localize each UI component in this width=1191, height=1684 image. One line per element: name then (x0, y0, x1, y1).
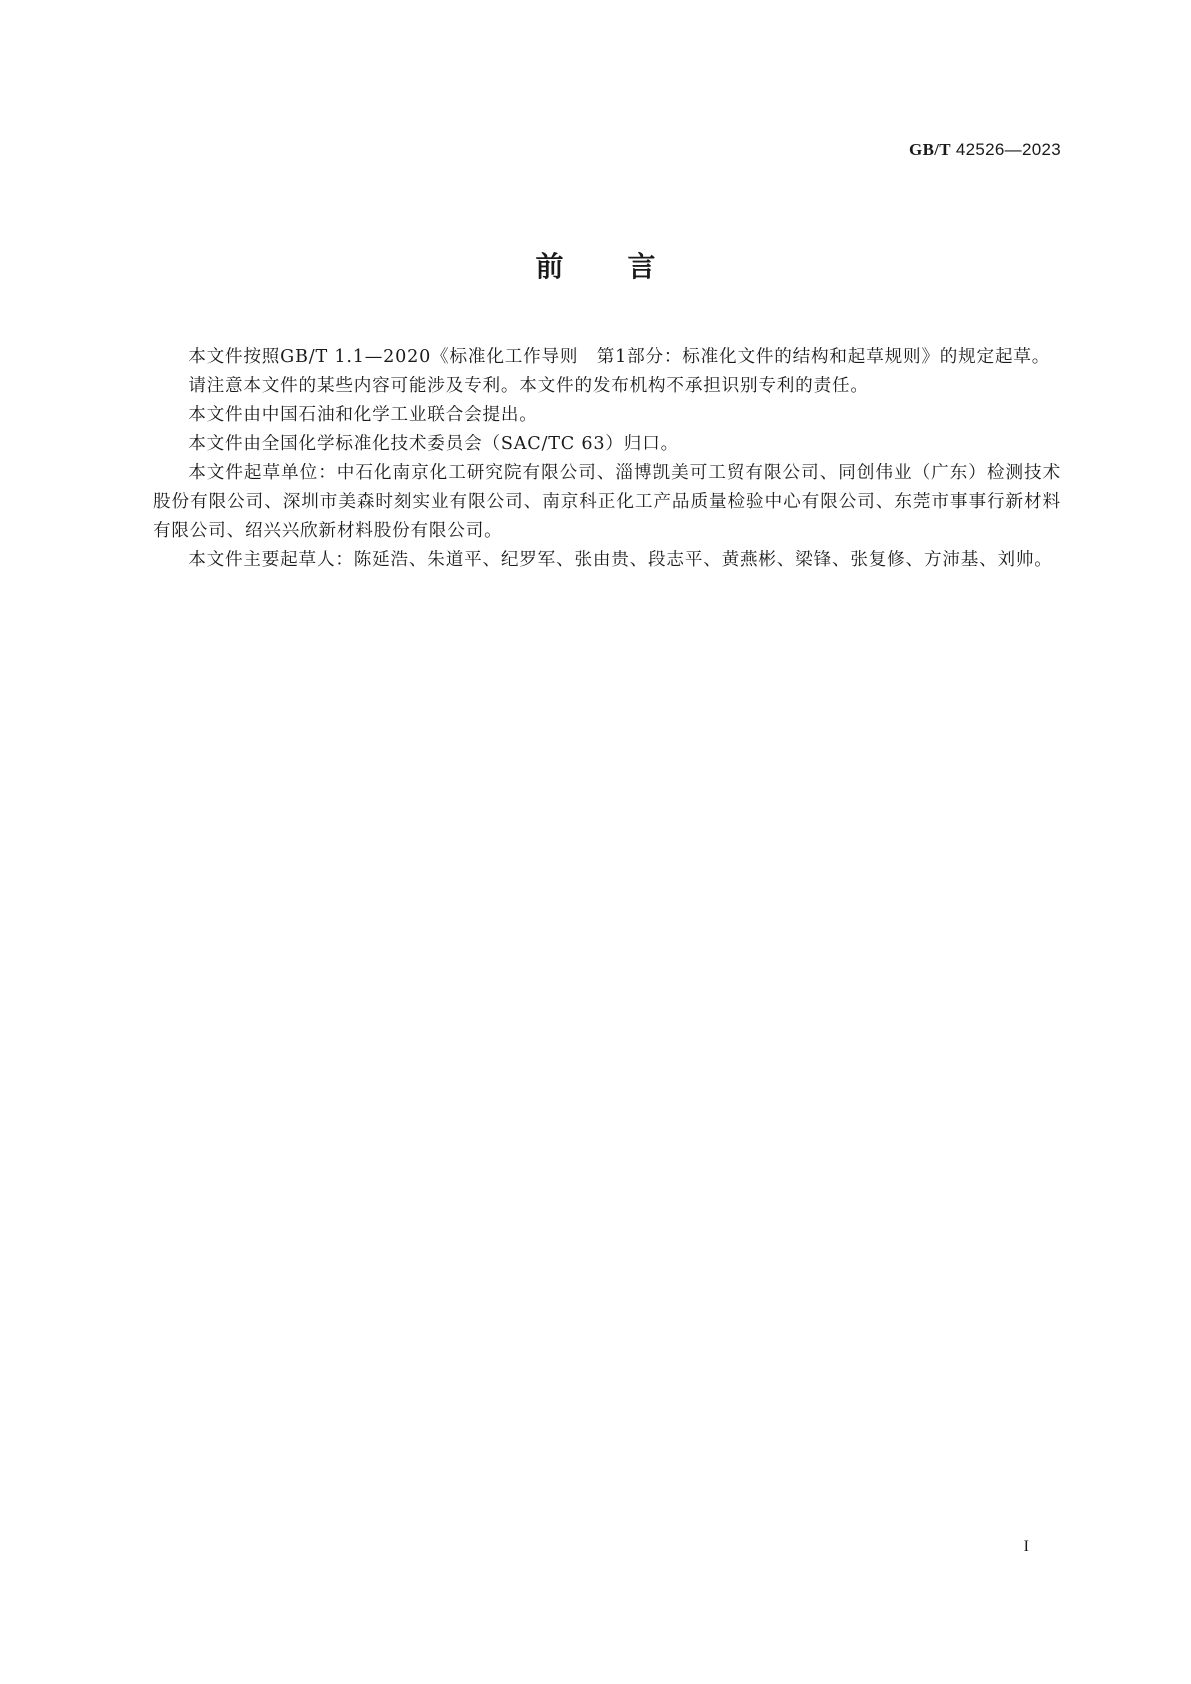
paragraph-patent-notice: 请注意本文件的某些内容可能涉及专利。本文件的发布机构不承担识别专利的责任。 (188, 376, 869, 396)
paragraph-drafters: 本文件主要起草人：陈延浩、朱道平、纪罗军、张由贵、段志平、黄燕彬、梁锋、张复修、方沛基、刘帅。 (188, 550, 1053, 570)
foreword-body (153, 343, 1061, 575)
standard-number (909, 140, 1061, 160)
standard-code: GB/T (909, 140, 951, 159)
standard-number-value: 42526—2023 (955, 140, 1061, 159)
page-number: I (1023, 1538, 1029, 1555)
paragraph-proposer: 本文件由中国石油和化学工业联合会提出。 (188, 405, 538, 425)
paragraph-drafting-organizations: 本文件起草单位：中石化南京化工研究院有限公司、淄博凯美可工贸有限公司、同创伟业（广东）检测技术股份有限公司、深圳市美森时刻实业有限公司、南京科正化工产品质量检验中心有限公司、东莞市事事行新材料有限公司、绍兴兴欣新材料股份有限公司。 (153, 463, 1061, 541)
paragraph-technical-committee: 本文件由全国化学标准化技术委员会（SAC/TC 63）归口。 (188, 434, 679, 454)
page-title: 前言 (535, 250, 720, 283)
paragraph-drafting-rules: 本文件按照GB/T 1.1—2020《标准化工作导则 第1部分：标准化文件的结构和起草规则》的规定起草。 (188, 347, 1051, 367)
